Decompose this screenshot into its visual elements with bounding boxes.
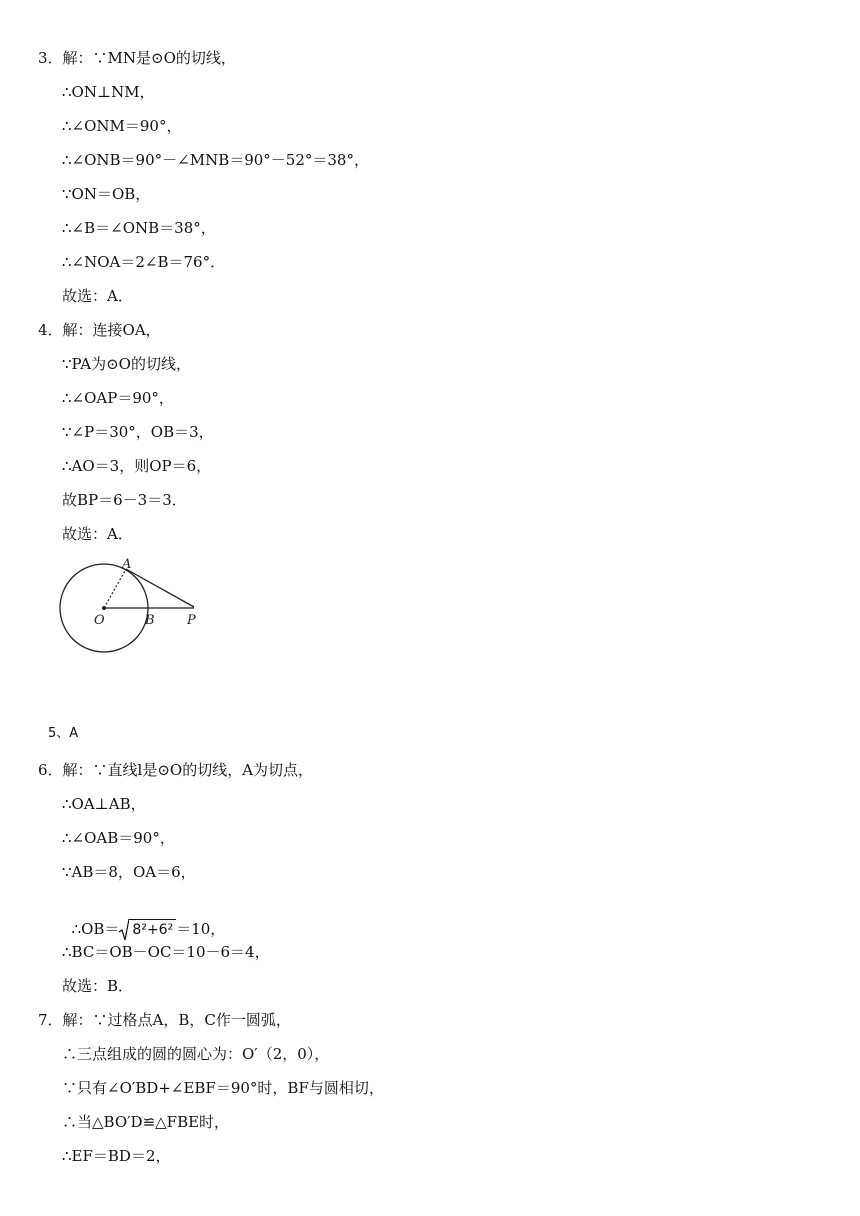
q7-line-5: ∴EF＝BD＝2， [62, 1147, 171, 1165]
q7-line-2: ∴三点组成的圆的圆心为：O′（2，0）， [62, 1045, 330, 1063]
q3-line-5: ∵ON＝OB， [62, 185, 151, 203]
q6-ob-prefix: ∴OB＝ [71, 920, 120, 938]
q6-line-1: 6．解：∵直线l是⊙O的切线，A为切点， [38, 761, 314, 779]
q4-answer: 故选：A． [62, 525, 133, 543]
q6-line-4: ∵AB＝8，OA＝6， [62, 863, 196, 881]
q7-line-4: ∴当△BO′D≌△FBE时， [62, 1113, 230, 1131]
q4-line-6: 故BP＝6－3＝3． [62, 491, 187, 509]
label-p: P [187, 613, 196, 628]
q3-answer: 故选：A． [62, 287, 133, 305]
q3-line-6: ∴∠B＝∠ONB＝38°， [62, 219, 216, 237]
q4-geometry-figure [52, 552, 212, 662]
q3-line-1: 3．解：∵MN是⊙O的切线， [38, 49, 236, 67]
q4-line-4: ∵∠P＝30°，OB＝3， [62, 423, 214, 441]
q6-line-3: ∴∠OAB＝90°， [62, 829, 175, 847]
label-o: O [94, 613, 105, 628]
q6-answer: 故选：B． [62, 977, 134, 995]
segment-ap [126, 569, 194, 607]
sqrt-symbol [119, 918, 129, 942]
q6-line-2: ∴OA⊥AB， [62, 795, 146, 813]
q3-line-4: ∴∠ONB＝90°－∠MNB＝90°－52°＝38°， [62, 151, 369, 169]
q4-line-1: 4．解：连接OA， [38, 321, 161, 339]
label-b: B [145, 613, 155, 628]
q6-ob-suffix: ＝10， [176, 920, 226, 938]
q3-line-2: ∴ON⊥NM， [62, 83, 155, 101]
q7-line-3: ∵只有∠O′BD+∠EBF＝90°时，BF与圆相切， [62, 1079, 384, 1097]
q3-line-3: ∴∠ONM＝90°， [62, 117, 182, 135]
segment-oa-dashed [104, 569, 126, 608]
q6-ob-line [62, 898, 225, 942]
q6-line-6: ∴BC＝OB－OC＝10－6＝4， [62, 943, 270, 961]
q4-line-2: ∵PA为⊙O的切线， [62, 355, 191, 373]
center-dot [102, 606, 106, 610]
q6-ob-radicand: 8²+6² [129, 919, 176, 940]
q4-line-5: ∴AO＝3，则OP＝6， [62, 457, 212, 475]
q3-line-7: ∴∠NOA＝2∠B＝76°． [62, 253, 226, 271]
q5-answer: 5、A [48, 726, 79, 741]
label-a: A [122, 557, 132, 572]
q4-line-3: ∴∠OAP＝90°， [62, 389, 174, 407]
q7-line-1: 7．解：∵过格点A，B，C作一圆弧， [38, 1011, 291, 1029]
